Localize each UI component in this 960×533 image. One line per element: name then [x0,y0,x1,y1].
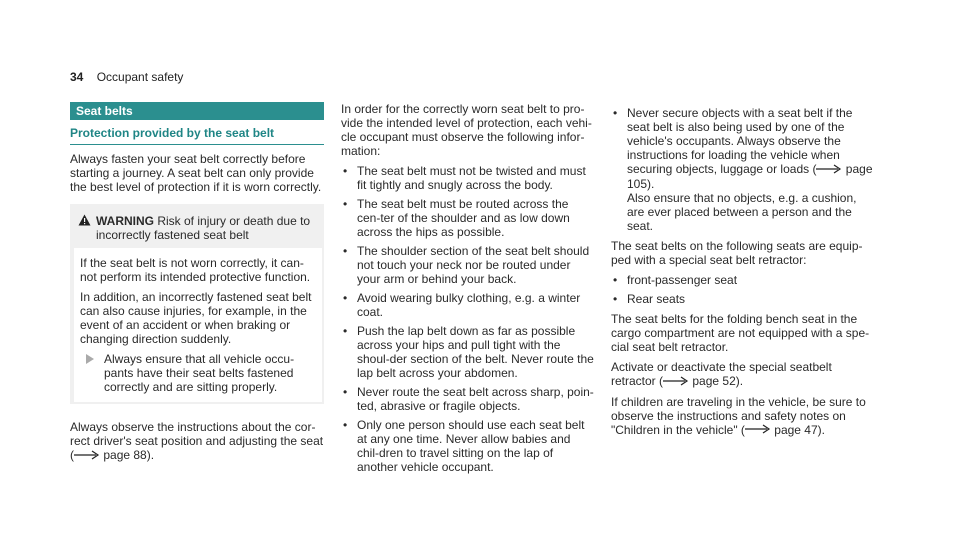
subheading: Protection provided by the seat belt [70,126,324,145]
activate-paragraph [611,360,873,389]
list-item-text: Avoid wearing bulky clothing, e.g. a winter coat. [357,291,581,319]
warning-paragraph-1: If the seat belt is not worn correctly, it can-not perform its intended protective function. [80,256,311,284]
warning-heading-text [96,214,316,242]
folding-paragraph: The seat belts for the folding bench seat in the cargo compartment are not equipped with a spe-cial seat belt retractor. [611,311,870,354]
info-list [341,164,595,474]
bullet-icon: • [613,272,618,287]
column-right [611,102,873,443]
bullet-icon: • [343,418,348,432]
list-item-text: Rear seats [627,291,686,306]
warning-action [80,352,316,398]
equip-intro: The seat belts on the following seats are equip-ped with a special seat belt retractor: [611,238,863,267]
list-item-text: Never route the seat belt across sharp, poin-ted, abrasive or fragile objects. [357,385,594,413]
list-item-text: The seat belt must be routed across the cen-ter of the shoulder and as low down across the hips as possible. [357,197,570,239]
bullet-icon: • [343,385,348,399]
info-intro: In order for the correctly worn seat belt to pro-vide the intended level of protection, each vehi-cle occupant must observe the following infor-mation: [341,102,592,158]
list-item [611,292,873,306]
page-number: 34 [70,70,84,84]
page-reference-arrow-icon [745,423,771,437]
list-item [341,418,595,474]
warning-paragraph-2: In addition, an incorrectly fastened seat belt can also cause injuries, for example, in the event of an accident or when braking or changing direction suddenly. [80,290,312,346]
bullet-icon: • [343,324,348,338]
column-left [70,102,324,469]
warning-body [72,248,324,404]
page-reference-52[interactable]: page 52). [692,373,744,388]
list-item [341,244,595,286]
warning-summary: Risk of injury or death due to incorrectly fastened seat belt [96,214,311,242]
warning-box [70,204,324,404]
list-item-text: Never secure objects with a seat belt if the seat belt is also being used by one of the vehicle's occupants. Always observe the instructions for loading the vehicle when securing objects, luggage or loads ( [627,106,853,176]
children-text: If children are traveling in the vehicle, be sure to observe the instructions and safety notes on "Children in the vehicle" ( [611,394,866,437]
warning-action-text: Always ensure that all vehicle occu-pants have their seat belts fastened correctly and are sitting properly. [104,352,295,394]
page-reference-arrow-icon [663,375,689,389]
bullet-icon: • [343,197,348,211]
list-item [611,106,873,233]
warning-header [70,204,324,248]
list-item [341,385,595,413]
list-item [341,291,595,319]
intro-paragraph: Always fasten your seat belt correctly before starting a journey. A seat belt can only provide the best level of protection if it is worn correctly. [70,152,322,194]
action-arrow-icon [80,352,104,394]
list-item-text: front-passenger seat [627,272,738,287]
list-item [341,197,595,239]
list-item-text: Only one person should use each seat belt at any one time. Never allow babies and chil-dren to travel sitting on the lap of another vehicle occupant. [357,418,585,474]
page-reference-88[interactable]: page 88). [103,448,155,462]
list-item [611,273,873,287]
warning-triangle-icon [78,214,96,242]
children-paragraph [611,395,873,438]
securing-list [611,106,873,233]
outro-text: Always observe the instructions about the cor-rect driver's seat position and adjusting the seat ( [70,420,324,462]
page-reference-47[interactable]: page 47). [774,422,825,437]
bullet-icon: • [343,164,348,178]
chapter-title: Occupant safety [96,70,184,84]
bullet-icon: • [613,291,618,306]
page-reference-105[interactable]: page 105). [627,162,873,191]
list-item-text: The seat belt must not be twisted and must fit tightly and snugly across the body. [357,164,586,192]
section-bar: Seat belts [70,102,324,120]
list-item-text: The shoulder section of the seat belt should not touch your neck nor be routed under your arm or behind your back. [357,244,590,286]
list-item-content [627,106,873,233]
page-header [70,70,183,84]
column-middle [341,102,595,480]
list-item [341,324,595,380]
page-reference-arrow-icon [74,449,100,463]
bullet-icon: • [613,106,618,120]
equip-list [611,273,873,306]
list-item-extra: Also ensure that no objects, e.g. a cushion, are ever placed between a person and the seat. [627,190,857,233]
bullet-icon: • [343,244,348,258]
list-item [341,164,595,192]
page-reference-arrow-icon [816,163,842,177]
list-item-text: Push the lap belt down as far as possible across your hips and pull tight with the shoul-der section of the belt. Never route the lap belt across your abdomen. [357,324,594,380]
warning-title: WARNING [96,214,154,228]
outro-paragraph [70,420,324,463]
bullet-icon: • [343,291,348,305]
activate-text: Activate or deactivate the special seatbelt retractor ( [611,359,832,388]
